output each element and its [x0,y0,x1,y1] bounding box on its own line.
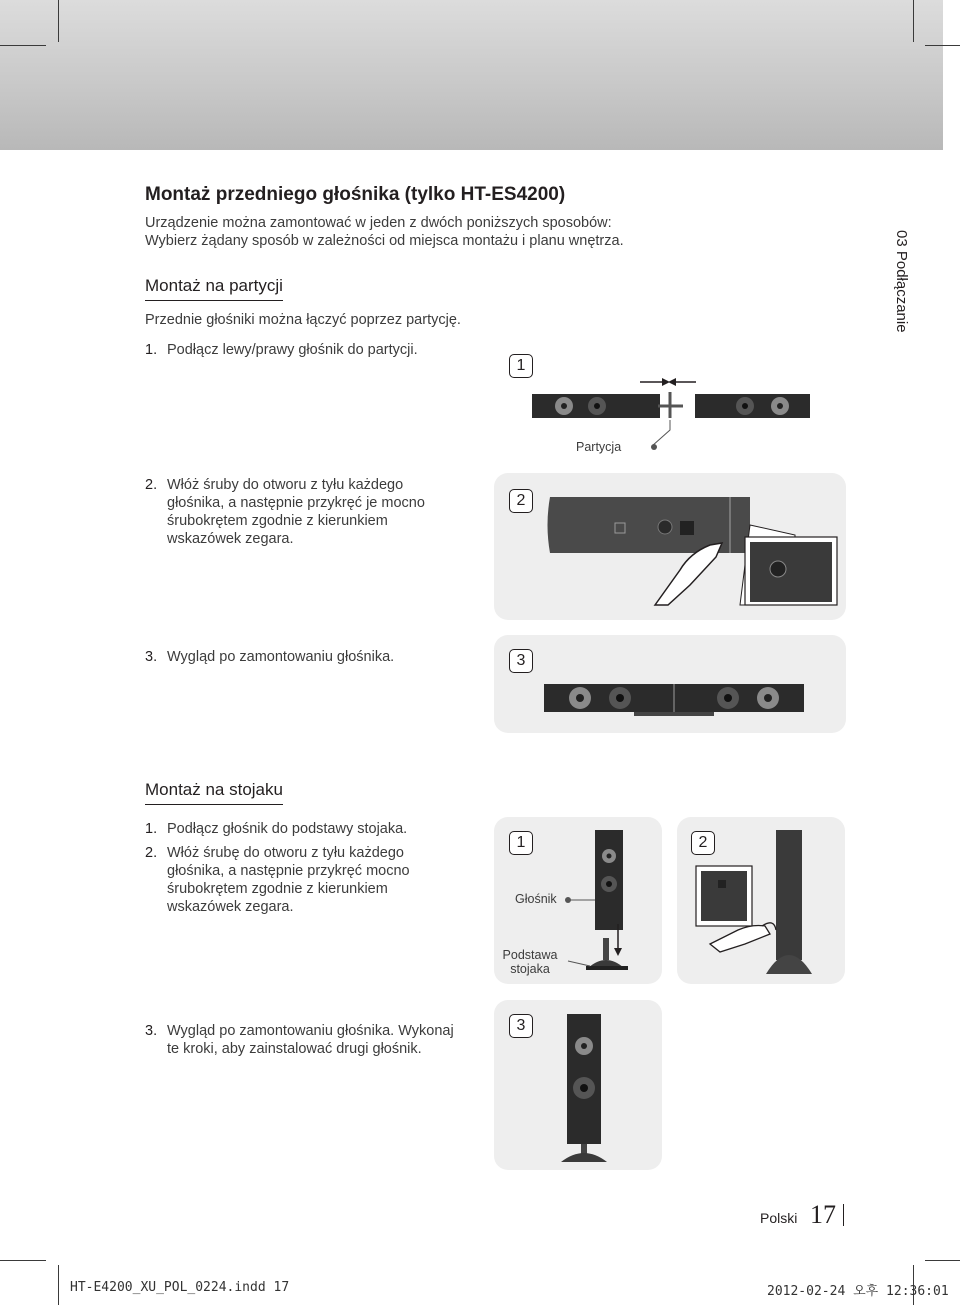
base-label: Podstawa stojaka [502,948,558,976]
figure-number: 1 [509,831,533,855]
stand-mounted-illustration [555,1010,625,1165]
partition-illustration [500,370,820,465]
crop-mark [58,0,59,42]
print-slug-file: HT-E4200_XU_POL_0224.indd 17 [70,1280,290,1295]
crop-mark [913,0,914,42]
speaker-label: Głośnik [515,892,557,906]
partition-step-3: 3. Wygląd po zamontowaniu głośnika. [145,649,395,665]
crop-mark [925,45,960,46]
partition-caption: Partycja [576,440,622,454]
crop-mark [58,1265,59,1305]
stand-step-2: 2. Włóż śrubę do otworu z tyłu każdego głośnika, a następnie przykręć mocno śrubokrętem zgodnie z kierunkiem wskazówek zegara. [145,845,410,915]
figure-number: 2 [509,489,533,513]
partition-lead: Przednie głośniki można łączyć poprzez partycję. [145,312,461,328]
screw-illustration [540,495,840,610]
figure-number: 3 [509,1014,533,1038]
page-number-rule [843,1204,844,1226]
partition-step-1: 1. Podłącz lewy/prawy głośnik do partycji. [145,342,418,358]
page-number: 17 [810,1200,836,1229]
mounted-speaker-illustration [540,680,810,720]
figure-number: 1 [509,354,533,378]
figure-number: 2 [691,831,715,855]
figure-number: 3 [509,649,533,673]
header-band [0,0,943,150]
intro-text: Urządzenie można zamontować w jeden z dwóch poniższych sposobów: Wybierz żądany sposób w zależności od miejsca montażu i planu wnętrza. [145,215,624,249]
print-slug-date: 2012-02-24 오후 12:36:01 [767,1284,949,1299]
chapter-tab: 03 Podłączanie [893,230,910,333]
partition-step-2: 2. Włóż śruby do otworu z tyłu każdego głośnika, a następnie przykręć je mocno śrubokrętem zgodnie z kierunkiem wskazówek zegara. [145,477,425,547]
partition-heading: Montaż na partycji [145,276,283,301]
crop-mark [925,1260,960,1261]
footer-language: Polski [760,1210,798,1226]
page-title: Montaż przedniego głośnika (tylko HT-ES4200) [145,184,566,205]
crop-mark [0,1260,46,1261]
stand-assembly-illustration [560,826,655,976]
stand-step-3: 3. Wygląd po zamontowaniu głośnika. Wykonaj te kroki, aby zainstalować drugi głośnik. [145,1023,454,1057]
stand-step-1: 1. Podłącz głośnik do podstawy stojaka. [145,821,408,837]
stand-heading: Montaż na stojaku [145,780,283,805]
stand-screw-illustration [690,826,840,976]
crop-mark [0,45,46,46]
